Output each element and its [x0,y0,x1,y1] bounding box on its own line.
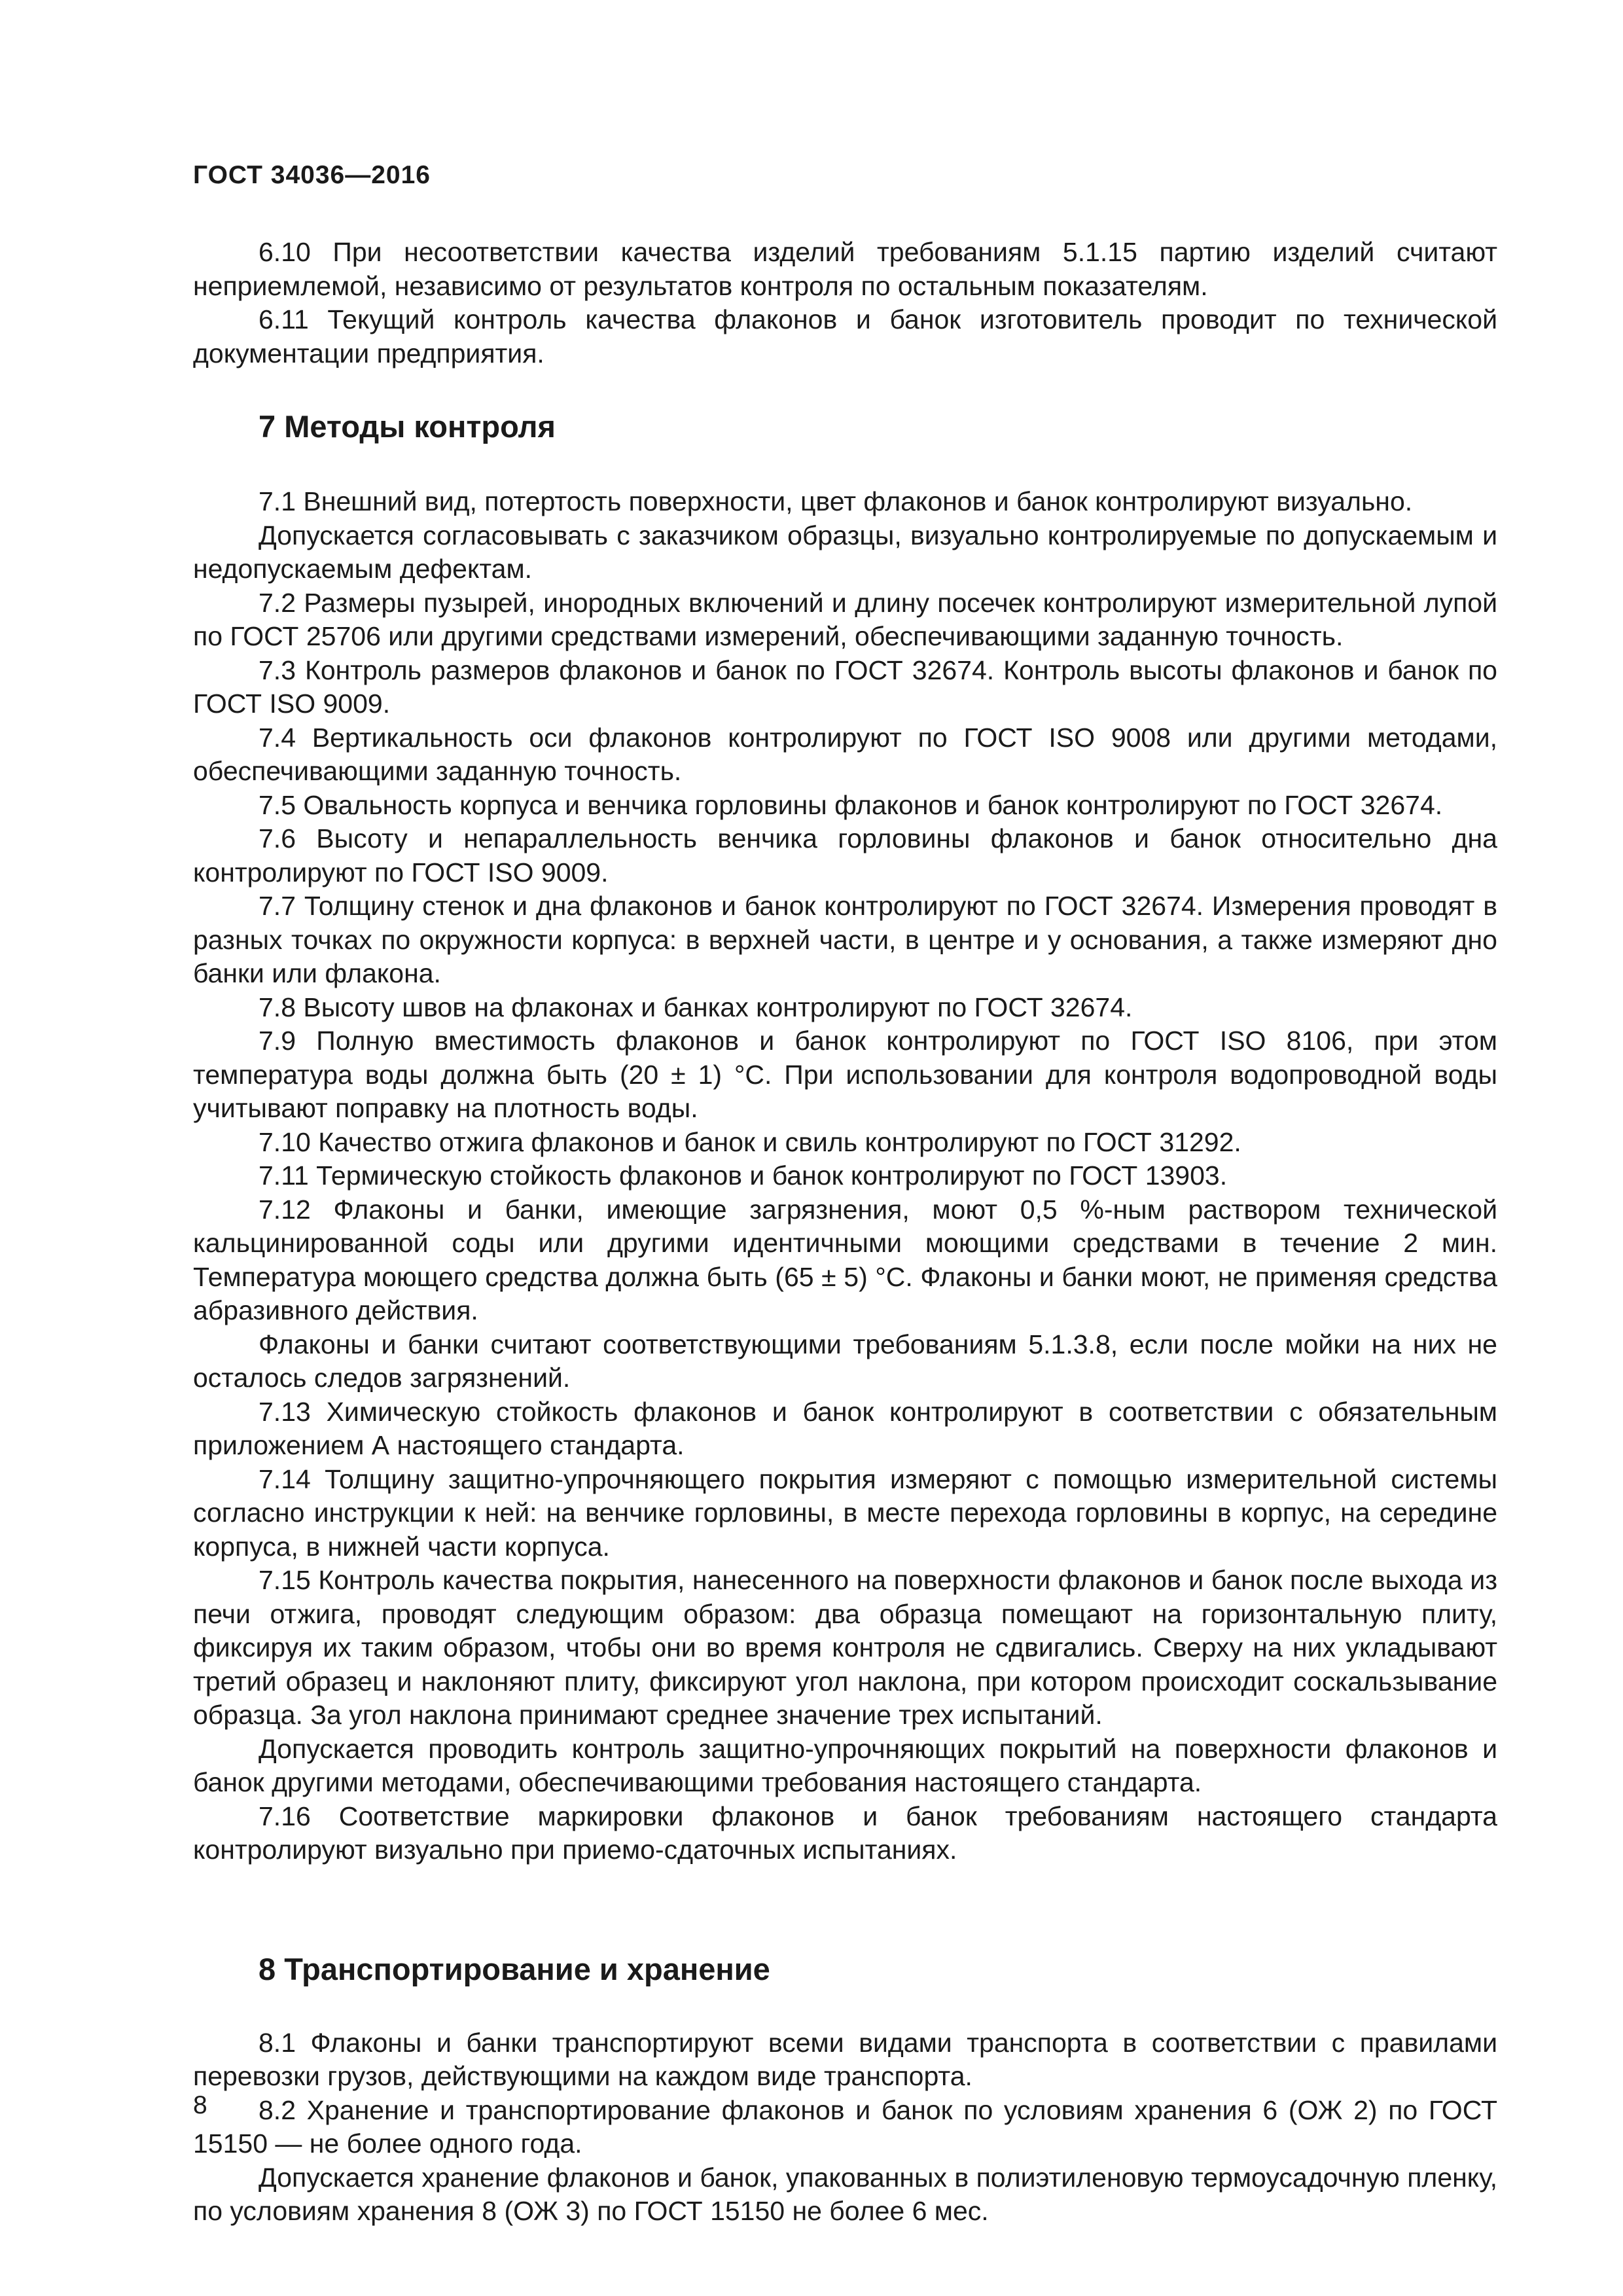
paragraph-7-1: 7.1 Внешний вид, потертость поверхности, цвет флаконов и банок контролируют визуально. [259,486,1413,516]
page-number: 8 [193,2091,207,2119]
paragraph-7-7: 7.7 Толщину стенок и дна флаконов и банок контролируют по ГОСТ 32674. Измерения проводят в разных точках по окружности корпуса: в верхней части, в центре и у основания, а также измеряют дно банки или флакона. [193,891,1497,988]
paragraph-7-6: 7.6 Высоту и непараллельность венчика горловины флаконов и банок относительно дна контролируют по ГОСТ ISO 9009. [193,823,1497,888]
paragraph-7-12-note: Флаконы и банки считают соответствующими требованиям 5.1.3.8, если после мойки на них не осталось следов загрязнений. [193,1329,1497,1393]
paragraph-7-16: 7.16 Соответствие маркировки флаконов и банок требованиям настоящего стандарта контролируют визуально при приемо-сдаточных испытаниях. [193,1801,1497,1865]
paragraph-7-1-note: Допускается согласовывать с заказчиком образцы, визуально контролируемые по допускаемым и недопускаемым дефектам. [193,520,1497,584]
paragraph-8-2: 8.2 Хранение и транспортирование флаконов и банок по условиям хранения 6 (ОЖ 2) по ГОСТ 15150 — не более одного года. [193,2094,1497,2159]
paragraph-7-12: 7.12 Флаконы и банки, имеющие загрязнения, моют 0,5 %-ным раствором технической кальцинированной соды или другими идентичными моющими средствами в течение 2 мин. Температура моющего средства должна быть (65 ± 5) °С. Флаконы и банки моют, не применяя средства абразивного действия. [193,1194,1497,1325]
paragraph-7-5: 7.5 Овальность корпуса и венчика горловины флаконов и банок контролируют по ГОСТ 32674. [259,789,1443,820]
paragraph-7-13: 7.13 Химическую стойкость флаконов и банок контролируют в соответствии с обязательным приложением А настоящего стандарта. [193,1396,1497,1460]
paragraph-7-10: 7.10 Качество отжига флаконов и банок и свиль контролируют по ГОСТ 31292. [259,1126,1241,1157]
section-7-heading: 7 Методы контроля [259,409,556,444]
paragraph-6-10: 6.10 При несоответствии качества изделий требованиям 5.1.15 партию изделий считают неприемлемой, независимо от результатов контроля по остальным показателям. [193,237,1497,301]
paragraph-7-8: 7.8 Высоту швов на флаконах и банках контролируют по ГОСТ 32674. [259,992,1133,1022]
paragraph-7-15-note: Допускается проводить контроль защитно-упрочняющих покрытий на поверхности флаконов и банок другими методами, обеспечивающими требования настоящего стандарта. [193,1733,1497,1797]
paragraph-7-15: 7.15 Контроль качества покрытия, нанесенного на поверхности флаконов и банок после выхода из печи отжига, проводят следующим образом: два образца помещают на горизонтальную плиту, фиксируя их таким образом, чтобы они во время контроля не сдвигались. Сверху на них укладывают третий образец и наклоняют плиту, фиксируют угол наклона, при котором происходит соскальзывание образца. За угол наклона принимают среднее значение трех испытаний. [193,1565,1497,1730]
document-header: ГОСТ 34036—2016 [193,161,431,189]
paragraph-7-3: 7.3 Контроль размеров флаконов и банок по ГОСТ 32674. Контроль высоты флаконов и банок по ГОСТ ISO 9009. [193,655,1497,719]
page-content [193,236,1497,2229]
paragraph-7-9: 7.9 Полную вместимость флаконов и банок контролируют по ГОСТ ISO 8106, при этом температура воды должна быть (20 ± 1) °С. При использовании для контроля водопроводной воды учитывают поправку на плотность воды. [193,1026,1497,1123]
paragraph-8-2-note: Допускается хранение флаконов и банок, упакованных в полиэтиленовую термоусадочную пленку, по условиям хранения 8 (ОЖ 3) по ГОСТ 15150 не более 6 мес. [193,2162,1497,2226]
section-8-heading: 8 Транспортирование и хранение [259,1951,770,1986]
paragraph-7-11: 7.11 Термическую стойкость флаконов и банок контролируют по ГОСТ 13903. [259,1160,1228,1191]
paragraph-7-14: 7.14 Толщину защитно-упрочняющего покрытия измеряют с помощью измерительной системы согласно инструкции к ней: на венчике горловины, в месте перехода горловины в корпус, на середине корпуса, в нижней части корпуса. [193,1463,1497,1562]
paragraph-6-11: 6.11 Текущий контроль качества флаконов и банок изготовитель проводит по технической документации предприятия. [193,304,1497,368]
paragraph-7-4: 7.4 Вертикальность оси флаконов контролируют по ГОСТ ISO 9008 или другими методами, обеспечивающими заданную точность. [193,722,1497,786]
paragraph-7-2: 7.2 Размеры пузырей, инородных включений и длину посечек контролируют измерительной лупой по ГОСТ 25706 или другими средствами измерений, обеспечивающими заданную точность. [193,587,1497,651]
paragraph-8-1: 8.1 Флаконы и банки транспортируют всеми видами транспорта в соответствии с правилами перевозки грузов, действующими на каждом виде транспорта. [193,2027,1497,2091]
